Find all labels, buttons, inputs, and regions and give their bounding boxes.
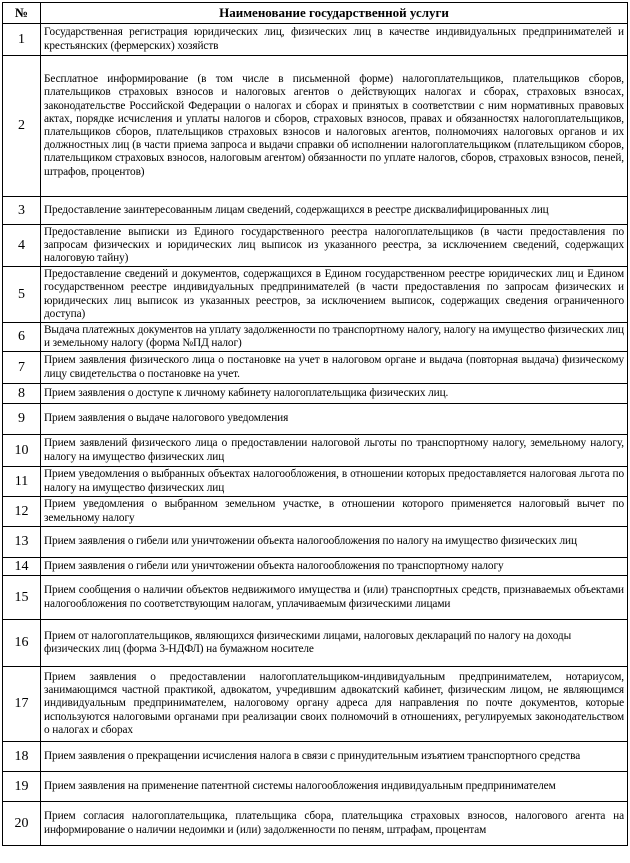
service-name: Прием уведомления о выбранном земельном участке, в отношении которого применяется налоговый вычет по земельному налогу — [41, 497, 628, 527]
row-number: 12 — [3, 497, 41, 527]
table-row — [3, 667, 628, 742]
row-number: 17 — [3, 667, 41, 742]
table-row — [3, 802, 628, 846]
service-name: Прием заявления о выдаче налогового уведомления — [41, 404, 628, 435]
row-number: 16 — [3, 620, 41, 667]
service-name: Прием заявления о предоставлении налогоплательщиком-индивидуальным предпринимателем, нотариусом, занимающимся частной практикой, адвокатом, учредившим адвокатский кабинет, физическим лицом, не являющимся индивидуальным предпринимателем, налоговому органу адреса для направления по почте документов, которые используются налоговыми органами при реализации своих полномочий в отношениях, регулируемых законодательством о налогах и сборах — [41, 667, 628, 742]
row-number: 1 — [3, 24, 41, 56]
table-row — [3, 197, 628, 225]
table-row — [3, 24, 628, 56]
table-row — [3, 620, 628, 667]
row-number: 18 — [3, 742, 41, 772]
table-row — [3, 435, 628, 467]
row-number: 20 — [3, 802, 41, 846]
table-row — [3, 352, 628, 384]
service-name: Прием заявления о гибели или уничтожении объекта налогообложения по транспортному налогу — [41, 558, 628, 576]
row-number: 4 — [3, 225, 41, 267]
table-row — [3, 576, 628, 620]
row-number: 13 — [3, 527, 41, 558]
services-table-container — [2, 2, 627, 846]
service-name: Предоставление выписки из Единого государственного реестра налогоплательщиков (в части предоставления по запросам физических и юридических лиц выписок из указанного реестра, за исключением сведений, содержащих налоговую тайну) — [41, 225, 628, 267]
table-body — [3, 24, 628, 846]
row-number: 9 — [3, 404, 41, 435]
service-name: Прием заявления о доступе к личному кабинету налогоплательщика физических лиц. — [41, 384, 628, 404]
row-number: 10 — [3, 435, 41, 467]
header-number: № — [3, 3, 41, 24]
table-row — [3, 558, 628, 576]
row-number: 14 — [3, 558, 41, 576]
row-number: 3 — [3, 197, 41, 225]
service-name: Государственная регистрация юридических лиц, физических лиц в качестве индивидуальных предпринимателей и крестьянских (фермерских) хозяйств — [41, 24, 628, 56]
table-row — [3, 267, 628, 323]
row-number: 6 — [3, 323, 41, 352]
service-name: Прием сообщения о наличии объектов недвижимого имущества и (или) транспортных средств, признаваемых объектами налогообложения по соответствующим налогам, уплачиваемым физическими лицами — [41, 576, 628, 620]
row-number: 2 — [3, 56, 41, 197]
row-number: 19 — [3, 772, 41, 802]
service-name: Выдача платежных документов на уплату задолженности по транспортному налогу, налогу на имущество физических лиц и земельному налогу (форма №ПД налог) — [41, 323, 628, 352]
table-row — [3, 404, 628, 435]
table-row — [3, 467, 628, 497]
state-services-table — [2, 2, 628, 846]
service-name: Прием заявления физического лица о постановке на учет в налоговом органе и выдача (повторная выдача) физическому лицу свидетельства о постановке на учет. — [41, 352, 628, 384]
table-header-row — [3, 3, 628, 24]
service-name: Предоставление сведений и документов, содержащихся в Едином государственном реестре юридических лиц и Едином государственном реестре индивидуальных предпринимателей (в части предоставления по запросам физических и юридических лиц выписок из указанных реестров, за исключением выписок, содержащих сведения ограниченного доступа) — [41, 267, 628, 323]
service-name: Прием согласия налогоплательщика, плательщика сбора, плательщика страховых взносов, налогового агента на информирование о наличии недоимки и (или) задолженности по пеням, штрафам, процентам — [41, 802, 628, 846]
header-service-name: Наименование государственной услуги — [41, 3, 628, 24]
table-row — [3, 384, 628, 404]
row-number: 15 — [3, 576, 41, 620]
service-name: Предоставление заинтересованным лицам сведений, содержащихся в реестре дисквалифицированных лиц — [41, 197, 628, 225]
service-name: Прием от налогоплательщиков, являющихся физическими лицами, налоговых деклараций по налогу на доходы физических лиц (форма 3-НДФЛ) на бумажном носителе — [41, 620, 628, 667]
table-row — [3, 323, 628, 352]
service-name: Прием заявлений физического лица о предоставлении налоговой льготы по транспортному налогу, земельному налогу, налогу на имущество физических лиц — [41, 435, 628, 467]
row-number: 7 — [3, 352, 41, 384]
table-row — [3, 772, 628, 802]
table-row — [3, 527, 628, 558]
table-row — [3, 56, 628, 197]
table-row — [3, 497, 628, 527]
service-name: Прием заявления о прекращении исчисления налога в связи с принудительным изъятием транспортного средства — [41, 742, 628, 772]
service-name: Прием заявления на применение патентной системы налогообложения индивидуальным предпринимателем — [41, 772, 628, 802]
service-name: Прием заявления о гибели или уничтожении объекта налогообложения по налогу на имущество физических лиц — [41, 527, 628, 558]
row-number: 8 — [3, 384, 41, 404]
table-row — [3, 225, 628, 267]
table-row — [3, 742, 628, 772]
service-name: Бесплатное информирование (в том числе в письменной форме) налогоплательщиков, плательщиков сборов, плательщиков страховых взносов и налоговых агентов о действующих налогах и сборах, страховых взносах, законодательстве Российской Федерации о налогах и сборах и принятых в соответствии с ним нормативных правовых актах, порядке исчисления и уплаты налогов и сборов, страховых взносов, правах и обязанностях налогоплательщиков, плательщиков сборов, плательщиков страховых взносов и налоговых агентов, полномочиях налоговых органов и их должностных лиц (в части приема запроса и выдачи справки об исполнении налогоплательщиком (плательщиком сборов, плательщиком страховых взносов, налоговым агентом) обязанности по уплате налогов, сборов, страховых взносов, пеней, штрафов, процентов) — [41, 56, 628, 197]
row-number: 11 — [3, 467, 41, 497]
service-name: Прием уведомления о выбранных объектах налогообложения, в отношении которых предоставляется налоговая льгота по налогу на имущество физических лиц — [41, 467, 628, 497]
row-number: 5 — [3, 267, 41, 323]
